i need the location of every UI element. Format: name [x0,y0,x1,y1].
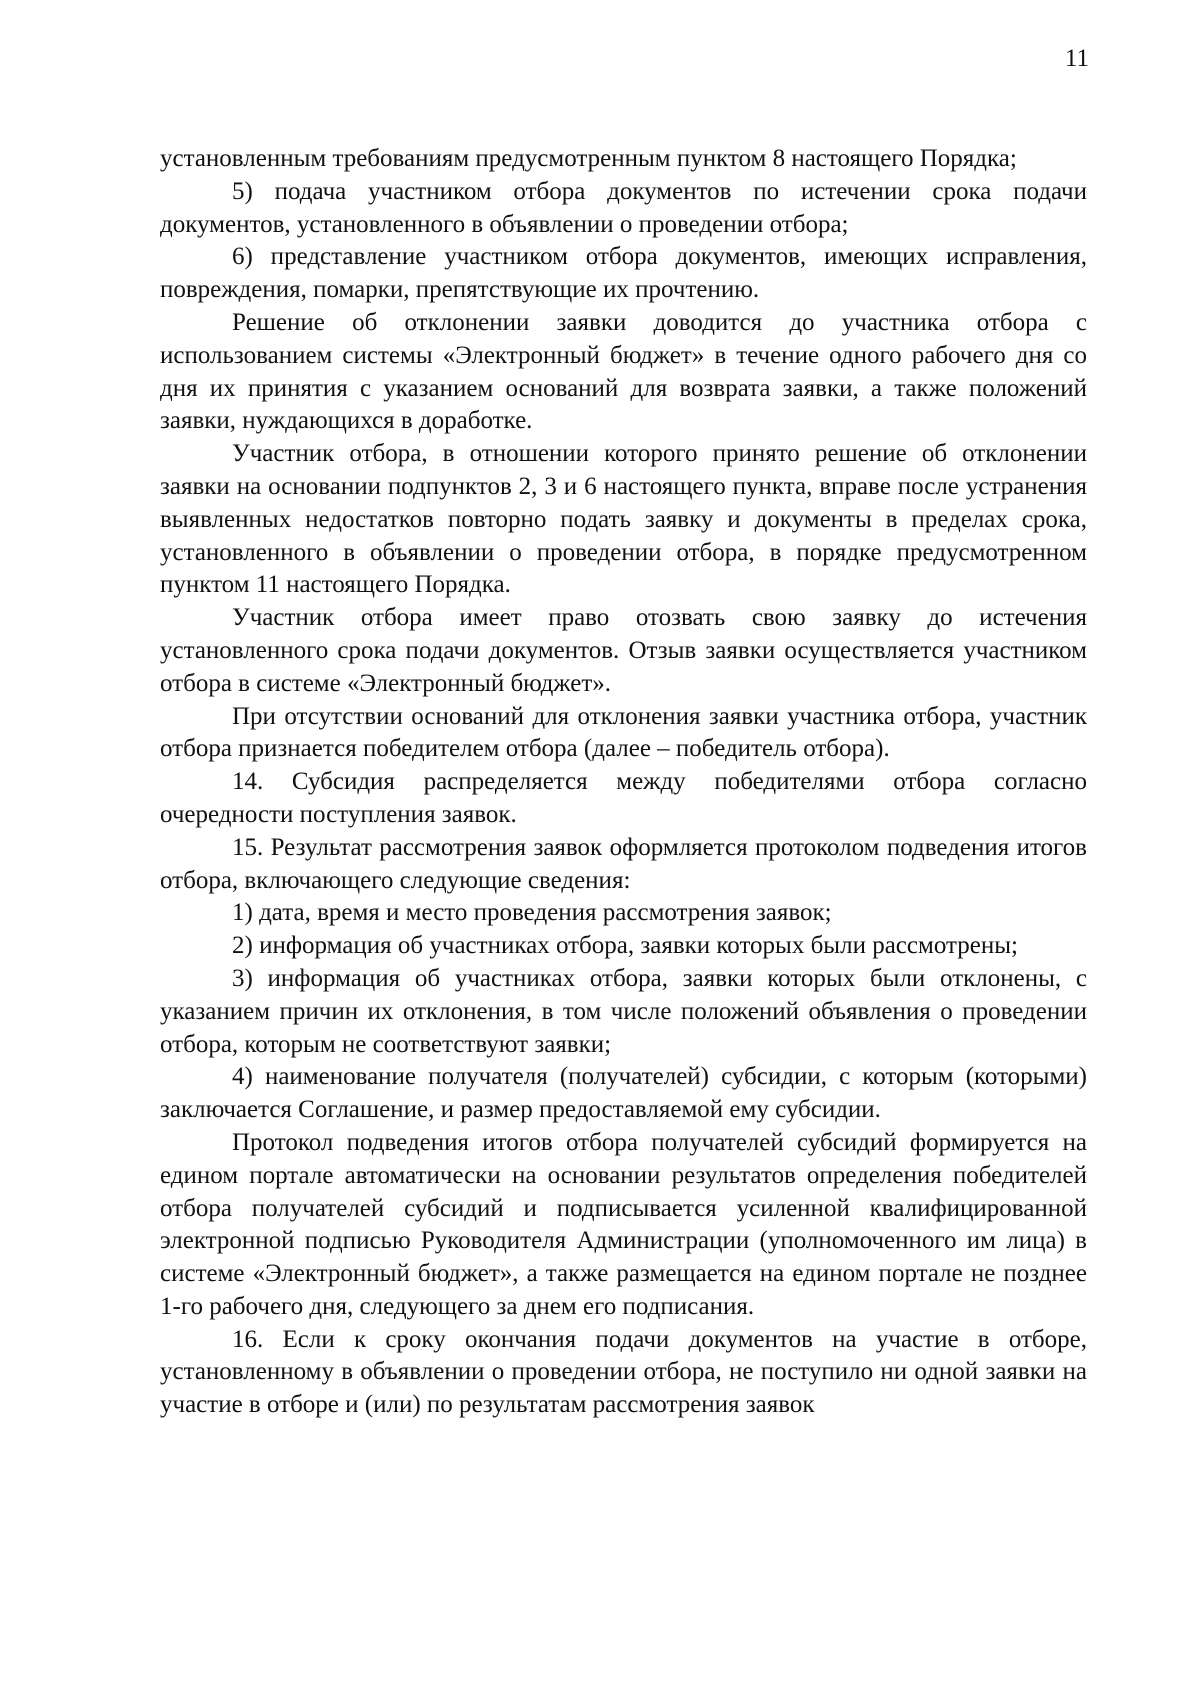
paragraph: установленным требованиям предусмотренным пунктом 8 настоящего Порядка; [160,145,1017,172]
paragraph: 4) наименование получателя (получателей) субсидии, с которым (которыми) заключается Соглашение, и размер предоставляемой ему субсидии. [160,1063,1087,1124]
paragraph: Решение об отклонении заявки доводится до участника отбора с использованием системы «Электронный бюджет» в течение одного рабочего дня со дня их принятия с указанием оснований для возврата заявки, а также положений заявки, нуждающихся в доработке. [160,308,1087,435]
paragraph: Участник отбора имеет право отозвать свою заявку до истечения установленного срока подачи документов. Отзыв заявки осуществляется участником отбора в системе «Электронный бюджет». [160,604,1087,697]
paragraph: 6) представление участником отбора документов, имеющих исправления, повреждения, помарки, препятствующие их прочтению. [160,243,1087,304]
paragraph: 2) информация об участниках отбора, заявки которых были рассмотрены; [232,932,1018,960]
paragraph: 3) информация об участниках отбора, заявки которых были отклонены, с указанием причин их отклонения, в том числе положений объявления о проведении отбора, которым не соответствуют заявки; [160,964,1087,1058]
paragraph: 16. Если к сроку окончания подачи документов на участие в отборе, установленному в объявлении о проведении отбора, не поступило ни одной заявки на участие в отборе и (или) по результатам рассмотрения заявок [160,1325,1087,1419]
paragraph: 1) дата, время и место проведения рассмотрения заявок; [232,899,832,927]
paragraph: 14. Субсидия распределяется между победителями отбора согласно очередности поступления заявок. [160,768,1087,828]
paragraph: Участник отбора, в отношении которого принято решение об отклонении заявки на основании подпунктов 2, 3 и 6 настоящего пункта, вправе после устранения выявленных недостатков повторно подать заявку и документы в пределах срока, установленного в объявлении о проведении отбора, в порядке предусмотренном пунктом 11 настоящего Порядка. [160,440,1087,599]
paragraph: 5) подача участником отбора документов по истечении срока подачи документов, установленного в объявлении о проведении отбора; [160,177,1087,238]
paragraph: Протокол подведения итогов отбора получателей субсидий формируется на едином портале автоматически на основании результатов определения победителей отбора получателей субсидий и подписывается усиленной квалифицированной электронной подписью Руководителя Администрации (уполномоченного им лица) в системе «Электронный бюджет», а также размещается на едином портале не позднее 1-го рабочего дня, следующего за днем его подписания. [160,1128,1087,1320]
page-number: 11 [1064,45,1089,72]
paragraph: 15. Результат рассмотрения заявок оформляется протоколом подведения итогов отбора, включающего следующие сведения: [160,833,1087,894]
paragraph: При отсутствии оснований для отклонения заявки участника отбора, участник отбора признается победителем отбора (далее – победитель отбора). [160,702,1087,763]
document-body [160,143,1087,1422]
